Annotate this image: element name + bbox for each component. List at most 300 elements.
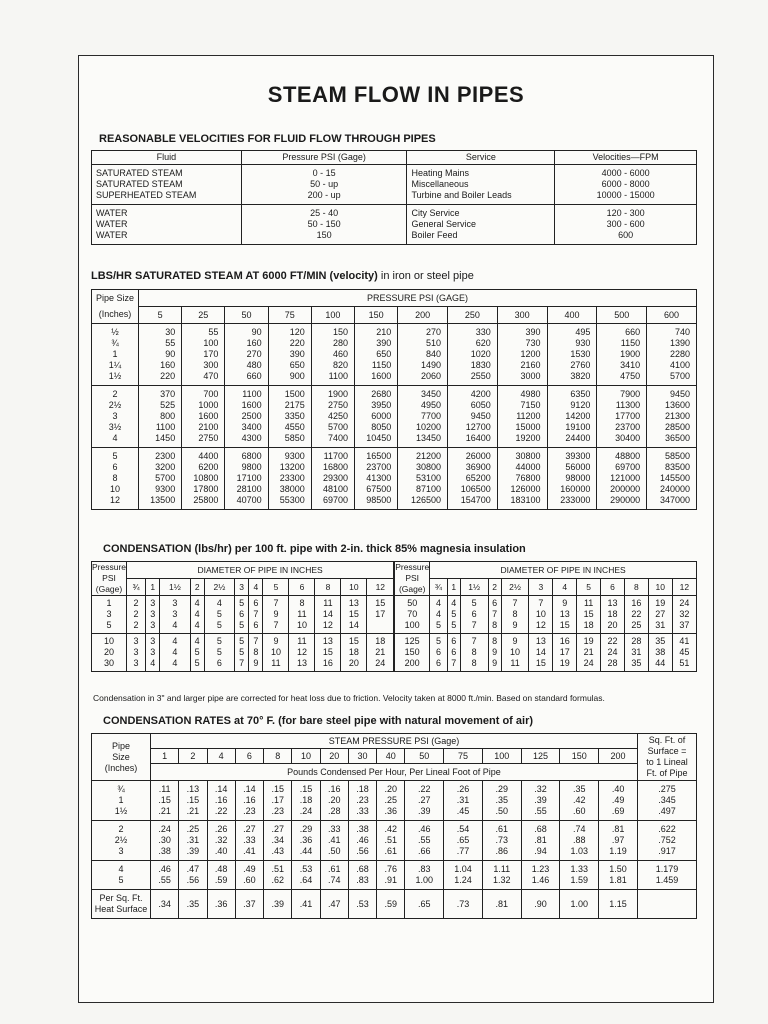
condensation-value: 14 — [348, 620, 359, 630]
condensation-value: 8 — [299, 598, 305, 608]
pressure-value: 20 — [104, 647, 115, 657]
condensation-value: 4 — [172, 658, 178, 668]
pipe-size-value: 1¼ — [108, 360, 122, 370]
rate-value: .15 — [186, 795, 200, 805]
velocity-value: 10000 - 15000 — [596, 190, 655, 200]
pressure-column-header: 100 — [311, 307, 354, 324]
flow-value: 21200 — [415, 451, 441, 461]
pressure-column-header: 250 — [448, 307, 498, 324]
condensation-value: 10 — [270, 647, 281, 657]
heat-surface-row — [92, 890, 697, 919]
condensation-value: 7 — [451, 658, 457, 668]
pipe-size-value: 8 — [112, 473, 118, 483]
flow-value: 4550 — [284, 422, 305, 432]
condensation-value: 5 — [471, 598, 477, 608]
flow-cell — [398, 386, 448, 448]
rate-value: .26 — [214, 824, 228, 834]
diameter-column-header: 2½ — [204, 579, 234, 596]
flow-value: 5700 — [155, 473, 176, 483]
fluid-value: SATURATED STEAM — [96, 168, 183, 178]
flow-value: 210 — [376, 327, 392, 337]
sqft-value: 1.459 — [655, 875, 679, 885]
flow-value: 160 — [246, 338, 262, 348]
rate-cell — [521, 861, 560, 890]
flow-value: 69700 — [615, 462, 641, 472]
flow-value: 3000 — [520, 371, 541, 381]
flow-value: 56000 — [565, 462, 591, 472]
rate-cell — [179, 821, 207, 861]
pressure-column-header: 8 — [264, 749, 292, 764]
condensation-cell — [263, 596, 289, 634]
velocity-value: 600 — [618, 230, 634, 240]
flow-value: 1150 — [620, 338, 641, 348]
flow-value: 525 — [160, 400, 176, 410]
rate-value: 1.46 — [531, 875, 550, 885]
rate-value: .43 — [271, 846, 284, 856]
flow-value: 38000 — [279, 484, 305, 494]
condensation-cell — [624, 634, 648, 672]
sqft-value: .917 — [658, 846, 676, 856]
flow-value: 2550 — [470, 371, 491, 381]
rate-cell — [521, 821, 560, 861]
rate-value: .23 — [356, 795, 369, 805]
flow-value: 12700 — [465, 422, 491, 432]
flow-value: 2500 — [241, 411, 262, 421]
fluid-value: WATER — [96, 208, 128, 218]
flow-value: 14200 — [565, 411, 591, 421]
condensation-value: 5 — [451, 609, 457, 619]
condensation-value: 5 — [216, 636, 222, 646]
flow-value: 98500 — [366, 495, 392, 505]
condensation-cell — [553, 596, 577, 634]
pressure-value: 1 — [106, 598, 112, 608]
flow-value: 9300 — [284, 451, 305, 461]
flow-value: 7900 — [620, 389, 641, 399]
condensation-heading — [103, 543, 526, 555]
condensation-value: 6 — [451, 636, 457, 646]
rate-value: .56 — [356, 846, 369, 856]
condensation-value: 3 — [150, 609, 156, 619]
flow-value: 90 — [165, 349, 176, 359]
rate-value: 1.50 — [609, 864, 627, 874]
condensation-value: 8 — [471, 647, 477, 657]
flow-value: 1390 — [669, 338, 690, 348]
rate-cell — [599, 781, 638, 821]
flow-cell — [355, 324, 398, 386]
service-value: Heating Mains — [411, 168, 469, 178]
pressure-value: 200 — [404, 658, 420, 668]
rate-value: 1.03 — [570, 846, 589, 856]
rate-cell — [292, 821, 320, 861]
condensation-cell — [488, 634, 501, 672]
condensation-value: 5 — [216, 620, 222, 630]
flow-cell — [225, 324, 268, 386]
flow-value: 4950 — [420, 400, 441, 410]
pipe-size-value: 5 — [112, 451, 118, 461]
flow-cell — [647, 324, 697, 386]
flow-value: 21300 — [664, 411, 690, 421]
rate-value: 1.04 — [454, 864, 472, 874]
flow-value: 2750 — [327, 400, 349, 410]
flow-value: 29300 — [322, 473, 349, 483]
flow-value: 740 — [674, 327, 690, 337]
flow-value: 650 — [289, 360, 305, 370]
condensation-value: 22 — [607, 636, 618, 646]
pressure-value: 3 — [106, 609, 112, 619]
flow-value: 470 — [203, 371, 219, 381]
condensation-cell — [289, 634, 315, 672]
condensation-cell — [577, 596, 601, 634]
rate-value: .17 — [271, 795, 284, 805]
flow-value: 6800 — [241, 451, 262, 461]
rate-value: 1.11 — [493, 864, 511, 874]
condensation-value: 11 — [510, 658, 520, 668]
flow-value: 2680 — [371, 389, 392, 399]
flow-value: 390 — [376, 338, 392, 348]
pressure-header: PRESSURE PSI (GAGE) — [139, 290, 697, 307]
heat-surface-value: .41 — [292, 890, 320, 919]
flow-value: 347000 — [659, 495, 690, 505]
heat-surface-value: .34 — [151, 890, 179, 919]
condensation-heading-bold: CONDENSATION — [103, 543, 192, 555]
rate-value: .66 — [418, 846, 431, 856]
flow-value: 55300 — [279, 495, 305, 505]
rate-cell — [235, 781, 263, 821]
condensation-value: 8 — [253, 647, 259, 657]
flow-value: 650 — [376, 349, 392, 359]
flow-value: 1600 — [371, 371, 392, 381]
condensation-value: 9 — [512, 620, 518, 630]
diameter-column-header: 1½ — [460, 579, 488, 596]
rate-value: .54 — [456, 824, 470, 834]
flow-cell — [268, 386, 311, 448]
flow-cell — [398, 324, 448, 386]
condensation-cell — [601, 634, 625, 672]
flow-value: 13200 — [279, 462, 305, 472]
condensation-value: 22 — [631, 609, 642, 619]
flow-cell — [497, 386, 547, 448]
condensation-value: 5 — [216, 609, 222, 619]
condensation-cell — [601, 596, 625, 634]
flow-value: 23300 — [279, 473, 305, 483]
heat-surface-value: .81 — [482, 890, 521, 919]
rate-value: .18 — [299, 795, 313, 805]
rate-value: .49 — [611, 795, 625, 805]
condensation-value: 17 — [375, 609, 386, 619]
rate-value: .32 — [534, 784, 547, 794]
pressure-value: 125 — [404, 636, 420, 646]
flow-value: 121000 — [610, 473, 641, 483]
rate-value: .20 — [384, 784, 398, 794]
sqft-value: .345 — [658, 795, 676, 805]
velocities-heading: REASONABLE VELOCITIES FOR FLUID FLOW THROUGH PIPES — [99, 133, 436, 145]
flow-value: 9300 — [155, 484, 176, 494]
rates-heading-temp: at 70° F. — [230, 715, 279, 727]
heat-surface-value: 1.15 — [599, 890, 638, 919]
condensation-cell — [460, 634, 488, 672]
rate-cell — [264, 861, 292, 890]
heat-surface-value: .35 — [179, 890, 207, 919]
condensation-value: 21 — [375, 647, 386, 657]
pressure-column-header: 400 — [547, 307, 597, 324]
pressure-value: 150 — [404, 647, 420, 657]
flow-cell — [647, 448, 697, 510]
flow-value: 1500 — [284, 389, 305, 399]
condensation-cell — [367, 596, 394, 634]
rate-value: .91 — [384, 875, 398, 885]
heat-surface-value: 1.00 — [560, 890, 599, 919]
flow-value: 480 — [246, 360, 262, 370]
condensation-value: 9 — [253, 658, 259, 668]
flow-value: 13450 — [415, 433, 441, 443]
condensation-value: 8 — [492, 620, 498, 630]
rate-value: .31 — [456, 795, 470, 805]
condensation-cell — [127, 634, 146, 672]
flow-cell — [597, 324, 647, 386]
condensation-value: 6 — [216, 658, 222, 668]
sqft-label-line: to 1 Lineal — [646, 757, 688, 767]
flow-value: 270 — [425, 327, 441, 337]
flow-value: 3200 — [155, 462, 176, 472]
pressure-column-header: 50 — [405, 749, 444, 764]
condensation-cell — [160, 596, 190, 634]
velocity-value: 120 - 300 — [606, 208, 645, 218]
condensation-value: 44 — [655, 658, 666, 668]
rate-cell — [405, 781, 444, 821]
rate-cell — [320, 821, 348, 861]
flow-cell — [355, 448, 398, 510]
condensation-value: 3 — [150, 647, 156, 657]
condensation-table — [91, 561, 697, 672]
condensation-value: 4 — [172, 647, 178, 657]
right-pressure-header — [394, 562, 430, 596]
condensation-value: 37 — [679, 620, 690, 630]
diameter-column-header: 5 — [577, 579, 601, 596]
rate-value: .32 — [214, 835, 228, 845]
condensation-cell — [648, 634, 672, 672]
condensation-cell — [146, 634, 160, 672]
pipe-size-value: 2½ — [114, 835, 128, 845]
condensation-value: 13 — [607, 598, 618, 608]
sqft-label-line: Ft. of Pipe — [646, 768, 688, 778]
pressure-column-header: 200 — [599, 749, 638, 764]
pipe-size-value: 3 — [118, 846, 124, 856]
condensation-value: 9 — [273, 609, 279, 619]
rate-value: .55 — [418, 835, 431, 845]
pipe-size-group — [92, 324, 697, 386]
condensation-value: 12 — [535, 620, 546, 630]
condensation-value: 4 — [435, 598, 441, 608]
flow-value: 270 — [246, 349, 262, 359]
rate-cell — [151, 861, 179, 890]
flow-value: 7150 — [520, 400, 541, 410]
pipe-size-value: 1½ — [114, 806, 128, 816]
pipe-size-cell — [92, 448, 139, 510]
flow-value: 3820 — [570, 371, 591, 381]
rate-value: .33 — [327, 824, 341, 834]
condensation-value: 25 — [631, 620, 642, 630]
condensation-value: 6 — [451, 647, 457, 657]
flow-value: 25800 — [193, 495, 219, 505]
pipe-size-value: 6 — [112, 462, 118, 472]
flow-value: 2300 — [155, 451, 176, 461]
heat-surface-label: Heat Surface — [94, 904, 148, 914]
condensation-value: 15 — [375, 598, 386, 608]
pipe-size-cell — [92, 861, 151, 890]
flow-value: 1100 — [155, 422, 176, 432]
rate-value: .68 — [356, 864, 369, 874]
heat-surface-value: .65 — [405, 890, 444, 919]
condensation-value: 16 — [559, 636, 570, 646]
condensation-value: 5 — [194, 647, 200, 657]
rate-value: .56 — [186, 875, 200, 885]
flow-value: 460 — [332, 349, 349, 359]
condensation-value: 7 — [253, 636, 259, 646]
pipe-size-label-1: Pipe Size — [95, 293, 135, 303]
condensation-value: 3 — [133, 636, 139, 646]
rate-value: .15 — [158, 795, 171, 805]
condensation-value: 8 — [512, 609, 518, 619]
condensation-value: 15 — [559, 620, 570, 630]
rate-value: .53 — [299, 864, 313, 874]
flow-cell — [225, 386, 268, 448]
condensation-value: 3 — [133, 647, 139, 657]
rate-value: .39 — [186, 846, 200, 856]
condensation-cell — [367, 634, 394, 672]
condensation-value: 9 — [512, 636, 518, 646]
pipe-size-value: 12 — [109, 495, 120, 505]
condensation-note: Condensation in 3" and larger pipe are corrected for heat loss due to friction. Velocity taken at 8000 ft./min. Based on standard formulas. — [93, 693, 605, 703]
rate-value: .13 — [186, 784, 200, 794]
rate-value: .27 — [418, 795, 431, 805]
pressure-value: 25 - 40 — [310, 208, 339, 218]
steam-flow-heading-plain: in iron or steel pipe — [377, 270, 474, 282]
rate-cell — [235, 861, 263, 890]
flow-cell — [311, 324, 354, 386]
flow-value: 2100 — [198, 422, 219, 432]
condensation-value: 38 — [655, 647, 666, 657]
flow-value: 36500 — [664, 433, 690, 443]
flow-value: 370 — [160, 389, 176, 399]
pipe-size-header — [92, 734, 151, 781]
rate-cell — [179, 781, 207, 821]
condensation-value: 7 — [471, 636, 477, 646]
flow-value: 6350 — [570, 389, 591, 399]
condensation-value: 5 — [239, 647, 245, 657]
pipe-size-value: 1½ — [108, 371, 122, 381]
condensation-value: 3 — [133, 658, 139, 668]
table-row — [92, 205, 697, 245]
flow-value: 11300 — [615, 400, 641, 410]
condensation-value: 24 — [607, 647, 618, 657]
condensation-value: 15 — [322, 647, 333, 657]
flow-value: 126000 — [510, 484, 541, 494]
condensation-value: 4 — [194, 620, 200, 630]
rates-heading-rest: (for bare steel pipe with natural movement of air) — [278, 715, 534, 727]
diameter-column-header: 2 — [488, 579, 501, 596]
flow-cell — [268, 324, 311, 386]
sqft-label-line: Sq. Ft. of — [648, 735, 686, 745]
condensation-value: 7 — [512, 598, 518, 608]
flow-value: 330 — [475, 327, 491, 337]
flow-value: 3350 — [284, 411, 305, 421]
velocity-cell — [555, 205, 697, 245]
flow-value: 10450 — [366, 433, 392, 443]
flow-value: 65200 — [465, 473, 491, 483]
condensation-cell — [127, 596, 146, 634]
diameter-column-header: 8 — [624, 579, 648, 596]
condensation-value: 9 — [562, 598, 568, 608]
flow-value: 120 — [289, 327, 305, 337]
pressure-cell — [92, 634, 127, 672]
rate-value: .36 — [299, 835, 313, 845]
pressure-value: 50 - up — [310, 179, 339, 189]
condensation-cell — [249, 596, 263, 634]
condensation-value: 35 — [631, 658, 642, 668]
service-value: Miscellaneous — [411, 179, 469, 189]
condensation-cell — [430, 596, 448, 634]
flow-value: 840 — [425, 349, 441, 359]
pipe-label-line: (Inches) — [104, 762, 138, 773]
diameter-column-header: 12 — [672, 579, 696, 596]
condensation-value: 13 — [296, 658, 307, 668]
diameter-column-header: 4 — [553, 579, 577, 596]
pipe-size-value: 1 — [112, 349, 118, 359]
condensation-value: 2 — [133, 609, 139, 619]
pipe-size-value: 4 — [118, 864, 124, 874]
rate-value: .23 — [243, 806, 256, 816]
flow-value: 17700 — [615, 411, 641, 421]
pressure-column-header: 50 — [225, 307, 268, 324]
flow-value: 30400 — [615, 433, 641, 443]
flow-value: 900 — [289, 371, 305, 381]
sqft-value: .752 — [658, 835, 676, 845]
condensation-value: 3 — [172, 609, 178, 619]
flow-value: 17800 — [193, 484, 219, 494]
condensation-value: 18 — [607, 609, 618, 619]
rate-value: .69 — [611, 806, 625, 816]
rate-value: .25 — [384, 795, 398, 805]
rate-value: .59 — [214, 875, 228, 885]
pressure-value: 200 - up — [307, 190, 341, 200]
flow-value: 660 — [246, 371, 262, 381]
flow-value: 1000 — [198, 400, 219, 410]
condensation-cell — [235, 596, 249, 634]
flow-value: 495 — [575, 327, 591, 337]
rate-value: .64 — [299, 875, 313, 885]
rate-value: .65 — [456, 835, 470, 845]
flow-value: 67500 — [366, 484, 392, 494]
heat-surface-value: .59 — [377, 890, 405, 919]
condensation-cell — [501, 634, 529, 672]
condensation-value: 15 — [348, 636, 359, 646]
sqft-cell — [638, 861, 697, 890]
rate-cell — [444, 821, 483, 861]
fluid-value: SUPERHEATED STEAM — [96, 190, 197, 200]
column-header: Velocities—FPM — [555, 151, 697, 165]
flow-value: 390 — [289, 349, 305, 359]
flow-value: 930 — [575, 338, 591, 348]
velocity-value: 4000 - 6000 — [601, 168, 650, 178]
flow-value: 8050 — [371, 422, 392, 432]
flow-value: 1200 — [520, 349, 541, 359]
pipe-size-cell — [92, 821, 151, 861]
flow-value: 11200 — [516, 411, 541, 421]
condensation-value: 21 — [583, 647, 594, 657]
rate-value: .14 — [243, 784, 256, 794]
flow-value: 23700 — [366, 462, 392, 472]
rate-cell — [560, 781, 599, 821]
